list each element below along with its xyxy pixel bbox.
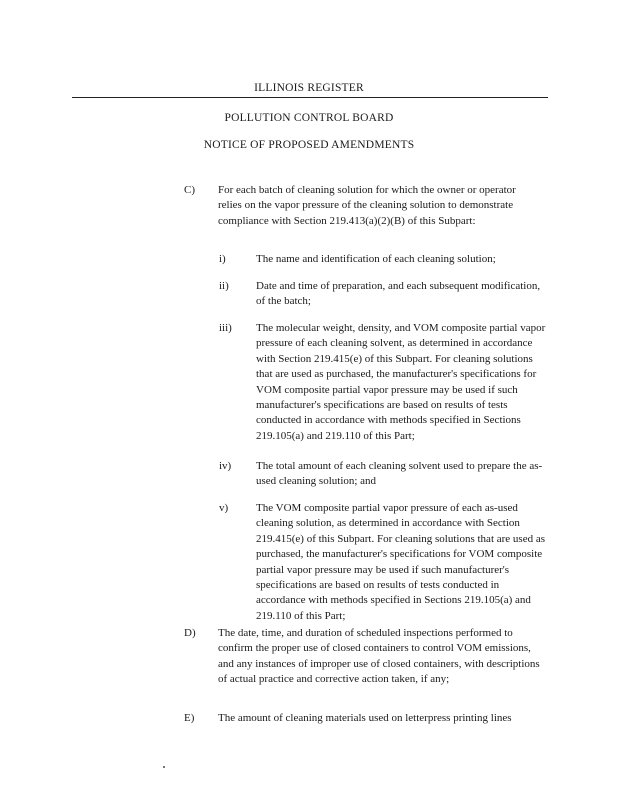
agency-title: POLLUTION CONTROL BOARD (224, 112, 394, 124)
item-text: The name and identification of each cleaning solution; (256, 253, 496, 265)
item-text: For each batch of cleaning solution for which the owner or operator relies on the vapor pressure of the cleaning solution to demonstrate compliance with Section 219.413(a)(2)(B) of this Subpart: (218, 184, 516, 227)
item-mark: iv) (219, 460, 232, 472)
item-text: Date and time of preparation, and each subsequent modification, of the batch; (256, 280, 541, 308)
item-text: The VOM composite partial vapor pressure of each as-used cleaning solution, as determined in accordance with Section 219.415(e) of this Subpart. For cleaning solutions that are used as purchased, the manufacturer's specifications for VOM composite partial vapor pressure may be used if such manufacturer's specifications are based on results of tests conducted in accordance with methods specified in Sections 219.105(a) and 219.110 of this Part; (256, 502, 546, 622)
scan-speck (163, 766, 165, 768)
item-text: The amount of cleaning materials used on letterpress printing lines (218, 712, 512, 724)
item-text: The total amount of each cleaning solvent used to prepare the as-used cleaning solution; and (256, 460, 543, 488)
item-mark: i) (219, 253, 226, 265)
header-rule (72, 97, 548, 98)
item-text: The date, time, and duration of scheduled inspections performed to confirm the proper use of closed containers to control VOM emissions, and any instances of improper use of closed containers, with descriptions of actual practice and corrective action taken, if any; (218, 627, 540, 686)
item-mark: v) (219, 502, 229, 514)
item-mark: C) (184, 184, 195, 196)
item-mark: E) (184, 712, 195, 724)
item-text: The molecular weight, density, and VOM composite partial vapor pressure of each cleaning solvent, as determined in accordance with Section 219.415(e) of this Subpart. For cleaning solutions that are used as purchased, the manufacturer's specifications for VOM composite partial vapor pressure may be used if such manufacturer's specifications are based on results of tests conducted in accordance with methods specified in Sections 219.105(a) and 219.110 of this Part; (256, 322, 546, 442)
item-mark: ii) (219, 280, 229, 292)
item-mark: iii) (219, 322, 232, 334)
register-title: ILLINOIS REGISTER (254, 82, 364, 94)
item-mark: D) (184, 627, 196, 639)
notice-title: NOTICE OF PROPOSED AMENDMENTS (203, 139, 415, 151)
